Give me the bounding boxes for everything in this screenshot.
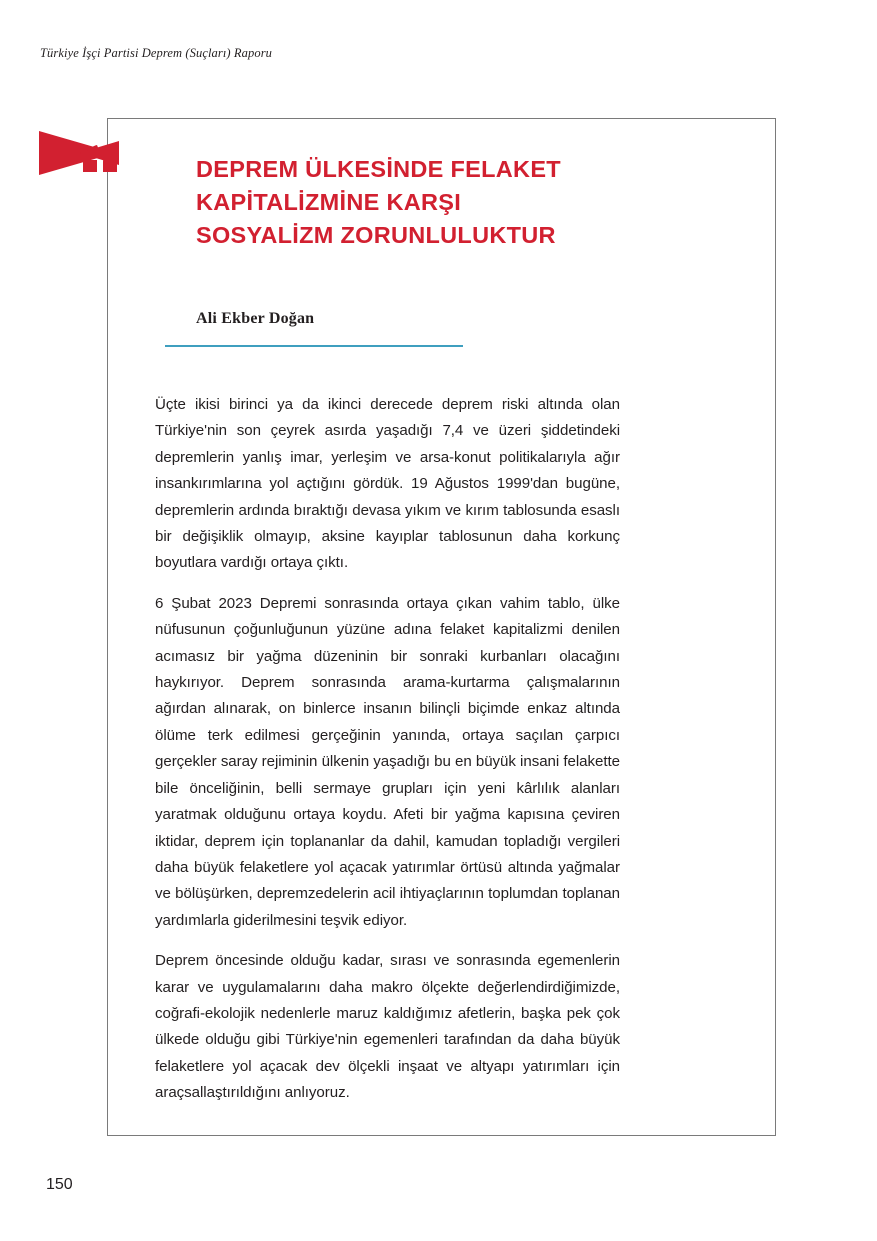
paragraph-3: Deprem öncesinde olduğu kadar, sırası ve sonrasında egemenlerin karar ve uygulamalarını daha makro ölçekte değerlendirdiğimizde, coğrafi-ekolojik nedenlerle maruz kaldığımız afetlerin, başka pek çok ülkede olduğu gibi Türkiye'nin egemenleri tarafından da daha büyük felaketlere yol açacak dev ölçekli inşaat ve altyapı yatırımları için araçsallaştırıldığını anlıyoruz. [155, 952, 620, 1102]
paragraph-2: 6 Şubat 2023 Depremi sonrasında ortaya çıkan vahim tablo, ülke nüfusunun çoğunluğunun yüzüne adına felaket kapitalizmi denilen acımasız bir yağma düzeninin bir sonraki kurbanları olacağını haykırıyor. Deprem sonrasında arama-kurtarma çalışmalarının ağırdan alınarak, on binlerce insanın bilinçli biçimde enkaz altında ölüme terk edilmesi gerçeğinin yanında, ortaya saçılan çarpıcı gerçekler saray rejiminin ülkenin yaşadığı bu en büyük insani felakette bile önceliğinin, belli sermaye grupları için yeni kârlılık alanları yaratmak olduğunu ortaya koydu. Afeti bir yağma kapısına çeviren iktidar, deprem için toplananlar da dahil, kamudan topladığı vergileri daha büyük felaketlere yol açacak yatırımlar örtüsü altında yağmalar ve bölüşürken, depremzedelerin acil ihtiyaçlarının toplumdan toplanan yardımlarla giderilmesini teşvik ediyor. [155, 594, 620, 929]
article-author: Ali Ekber Doğan [196, 310, 315, 327]
paragraph-1: Üçte ikisi birinci ya da ikinci derecede deprem riski altında olan Türkiye'nin son çeyrek asırda yaşadığı 7,4 ve üzeri şiddetindeki depremlerin yanlış imar, yerleşim ve arsa-konut politikalarıyla ağır insankırımlarına yol açtığını gördük. 19 Ağustos 1999'dan bugüne, depremlerin ardında bıraktığı devasa yıkım ve kırım tablosunda esaslı bir değişiklik olmayıp, aksine kayıplar tablosunun daha korkunç boyutlara vardığı ortaya çıktı. [155, 396, 620, 572]
article-title [196, 153, 626, 252]
page-number: 150 [46, 1176, 73, 1193]
title-line-1: DEPREM ÜLKESİNDE FELAKET [196, 156, 561, 182]
title-line-3: SOSYALİZM ZORUNLULUKTUR [196, 222, 556, 248]
author-divider [165, 345, 463, 347]
running-head: Türkiye İşçi Partisi Deprem (Suçları) Raporu [40, 46, 273, 60]
title-line-2: KAPİTALİZMİNE KARŞI [196, 189, 462, 215]
article-body [155, 392, 620, 1107]
